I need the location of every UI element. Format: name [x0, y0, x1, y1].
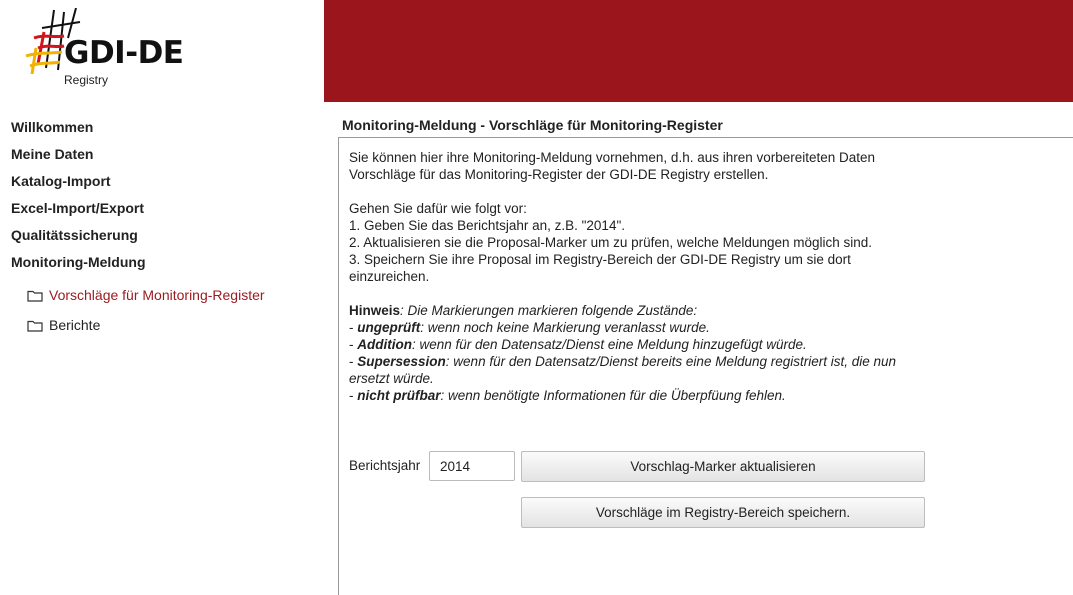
hint-label: Hinweis — [349, 303, 401, 318]
nav-subitem-label: Berichte — [49, 317, 101, 333]
nav-item-monitoring-meldung[interactable]: Monitoring-Meldung — [11, 254, 146, 270]
step-3-continued: einzureichen. — [349, 269, 430, 284]
state-supersession-continued: ersetzt würde. — [349, 371, 434, 386]
intro-line-2: Vorschläge für das Monitoring-Register der GDI-DE Registry erstellen. — [349, 167, 769, 182]
steps-heading: Gehen Sie dafür wie folgt vor: — [349, 201, 527, 216]
nav-item-katalog-import[interactable]: Katalog-Import — [11, 173, 111, 189]
logo-subtitle: Registry — [64, 73, 109, 87]
header-banner — [324, 0, 1073, 102]
update-markers-button[interactable]: Vorschlag-Marker aktualisieren — [521, 451, 925, 482]
logo-title: GDI-DE — [64, 35, 184, 71]
state-nicht-pruefbar: - nicht prüfbar: wenn benötigte Informationen für die Überpfüung fehlen. — [349, 388, 786, 403]
step-1: 1. Geben Sie das Berichtsjahr an, z.B. "2014". — [349, 218, 625, 233]
state-addition: - Addition: wenn für den Datensatz/Dienst eine Meldung hinzugefügt würde. — [349, 337, 807, 352]
title-divider — [338, 137, 1073, 138]
gdi-de-logo[interactable] — [24, 8, 184, 92]
save-proposals-button[interactable]: Vorschläge im Registry-Bereich speichern. — [521, 497, 925, 528]
nav-subitem-berichte[interactable] — [11, 310, 311, 340]
state-desc: : wenn für den Datensatz/Dienst eine Meldung hinzugefügt würde. — [411, 337, 807, 352]
page-title: Monitoring-Meldung - Vorschläge für Monitoring-Register — [342, 117, 723, 133]
step-3: 3. Speichern Sie ihre Proposal im Registry-Bereich der GDI-DE Registry um sie dort — [349, 252, 851, 267]
step-2: 2. Aktualisieren sie die Proposal-Marker um zu prüfen, welche Meldungen möglich sind. — [349, 235, 873, 250]
nav-item-qualitaetssicherung[interactable]: Qualitätssicherung — [11, 227, 138, 243]
state-desc: : wenn benötigte Informationen für die Überpfüung fehlen. — [440, 388, 786, 403]
state-term: Supersession — [357, 354, 446, 369]
nav-item-meine-daten[interactable]: Meine Daten — [11, 146, 94, 162]
nav-item-willkommen[interactable]: Willkommen — [11, 119, 94, 135]
sidebar — [0, 0, 324, 595]
state-desc: : wenn für den Datensatz/Dienst bereits eine Meldung registriert ist, die nun — [445, 354, 897, 369]
hint-text: : Die Markierungen markieren folgende Zustände: — [400, 303, 698, 318]
content-border — [338, 137, 339, 595]
intro-line-1: Sie können hier ihre Monitoring-Meldung vornehmen, d.h. aus ihren vorbereiteten Daten — [349, 150, 876, 165]
nav-subitem-vorschlaege[interactable] — [11, 280, 311, 310]
state-desc: : wenn noch keine Markierung veranlasst wurde. — [420, 320, 710, 335]
berichtsjahr-label: Berichtsjahr — [349, 458, 421, 473]
state-supersession: - Supersession: wenn für den Datensatz/Dienst bereits eine Meldung registriert ist, die nun — [349, 354, 897, 369]
state-ungeprueft: - ungeprüft: wenn noch keine Markierung veranlasst wurde. — [349, 320, 710, 335]
state-term: ungeprüft — [357, 320, 421, 335]
folder-icon — [27, 289, 43, 302]
main-navigation — [11, 118, 311, 340]
folder-icon — [27, 319, 43, 332]
berichtsjahr-input[interactable] — [429, 451, 515, 481]
state-term: nicht prüfbar — [357, 388, 441, 403]
state-term: Addition — [357, 337, 412, 352]
hint-line — [349, 302, 939, 319]
nav-item-excel-import-export[interactable]: Excel-Import/Export — [11, 200, 145, 216]
description-text — [349, 149, 939, 404]
nav-subitem-label: Vorschläge für Monitoring-Register — [49, 287, 265, 303]
